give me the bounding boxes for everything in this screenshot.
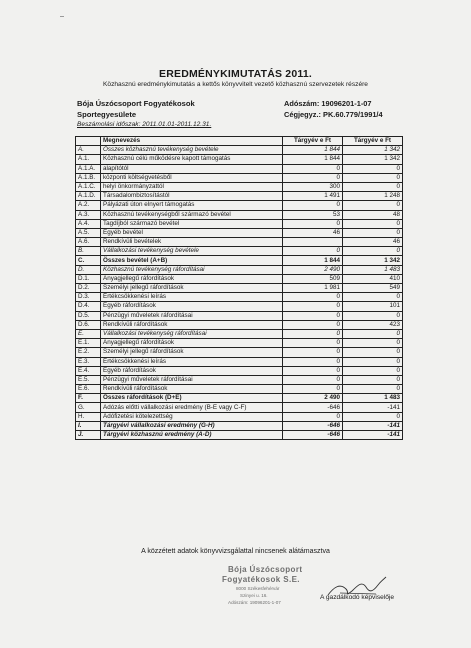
row-name: Egyéb ráfordítások (101, 366, 283, 375)
table-row (76, 357, 403, 366)
row-value-current: 0 (343, 201, 403, 210)
table-row (76, 394, 403, 403)
stamp-line3: 8000 Székesfehérvár (236, 586, 280, 591)
row-code: E.5. (76, 375, 101, 384)
table-row (76, 201, 403, 210)
row-name: Anyagjellegű ráfordítások (101, 339, 283, 348)
row-code: A.1. (76, 155, 101, 164)
row-name: helyi önkormányzattól (101, 182, 283, 191)
row-code: D.2. (76, 284, 101, 293)
row-value-previous: 0 (283, 366, 343, 375)
row-name: Tagdíjból származó bevétel (101, 219, 283, 228)
registration-number: Cégjegyz.: PK.60.779/1991/4 (284, 110, 383, 119)
row-name: Vállalkozási tevékenység ráfordításai (101, 329, 283, 338)
table-row (76, 412, 403, 421)
row-name: Közhasznú tevékenység ráfordításai (101, 265, 283, 274)
row-name: Rendkívüli ráfordítások (101, 385, 283, 394)
row-value-current: 48 (343, 210, 403, 219)
table-row (76, 284, 403, 293)
row-value-current: 0 (343, 164, 403, 173)
row-value-previous: 0 (283, 311, 343, 320)
row-code: G. (76, 403, 101, 412)
table-row (76, 155, 403, 164)
row-value-current: 549 (343, 284, 403, 293)
row-value-current: 0 (343, 228, 403, 237)
row-value-current: 0 (343, 173, 403, 182)
row-value-current: -141 (343, 431, 403, 440)
income-statement-table (75, 136, 403, 440)
row-code: A.1.B. (76, 173, 101, 182)
row-value-previous: 0 (283, 375, 343, 384)
scan-speck (60, 16, 64, 17)
row-value-current: 1 248 (343, 192, 403, 201)
header-name: Megnevezés (101, 137, 283, 146)
row-value-previous: 53 (283, 210, 343, 219)
row-name: Összes bevétel (A+B) (101, 256, 283, 265)
row-value-previous: 509 (283, 274, 343, 283)
row-value-current: 0 (343, 219, 403, 228)
row-name: Pénzügyi műveletek ráfordításai (101, 375, 283, 384)
row-code: F. (76, 394, 101, 403)
row-code: A. (76, 146, 101, 155)
table-row (76, 431, 403, 440)
document-subtitle: Közhasznú eredménykimutatás a kettős könyvvitelt vezető közhasznú szervezetek részére (103, 81, 368, 88)
row-code: D.1. (76, 274, 101, 283)
row-code: A.3. (76, 210, 101, 219)
row-code: E. (76, 329, 101, 338)
row-value-current: 0 (343, 366, 403, 375)
stamp-line4: Szinyei u. 16. (240, 593, 268, 598)
row-name: Közhasznú tevékenységből származó bevétel (101, 210, 283, 219)
row-value-current: 0 (343, 182, 403, 191)
row-value-previous: 0 (283, 219, 343, 228)
table-row (76, 146, 403, 155)
row-value-current: -141 (343, 403, 403, 412)
row-code: I. (76, 421, 101, 430)
row-value-current: 1 483 (343, 265, 403, 274)
row-name: Összes ráfordítások (D+E) (101, 394, 283, 403)
row-code: A.2. (76, 201, 101, 210)
row-code: E.3. (76, 357, 101, 366)
row-code: D. (76, 265, 101, 274)
row-name: Adófizetési kötelezettség (101, 412, 283, 421)
row-value-previous: 0 (283, 302, 343, 311)
table-row (76, 375, 403, 384)
row-name: Vállalkozási tevékenység bevétele (101, 247, 283, 256)
row-value-current: 46 (343, 238, 403, 247)
stamp-line2: Fogyatékosok S.E. (222, 575, 300, 584)
stamp-line1: Bója Úszócsoport (228, 565, 303, 574)
row-name: Adózás előtti vállalkozási eredmény (B-E vagy C-F) (101, 403, 283, 412)
row-value-previous: -646 (283, 421, 343, 430)
row-value-previous: 1 844 (283, 155, 343, 164)
signature-caption: A gazdálkodó képviselője (320, 594, 395, 601)
row-name: Anyagjellegű ráfordítások (101, 274, 283, 283)
row-name: Közhasznú célú működésre kapott támogatás (101, 155, 283, 164)
row-value-previous: 0 (283, 385, 343, 394)
table-row (76, 210, 403, 219)
row-code: B. (76, 247, 101, 256)
row-value-previous: 0 (283, 320, 343, 329)
table-row (76, 385, 403, 394)
table-row (76, 329, 403, 338)
row-code: D.6. (76, 320, 101, 329)
table-row (76, 311, 403, 320)
row-value-current: 0 (343, 247, 403, 256)
row-value-previous: 46 (283, 228, 343, 237)
row-value-previous: 1 844 (283, 146, 343, 155)
row-name: Személyi jellegű ráfordítások (101, 284, 283, 293)
row-code: C. (76, 256, 101, 265)
row-value-previous: -646 (283, 431, 343, 440)
table-row (76, 256, 403, 265)
row-value-current: 0 (343, 412, 403, 421)
header-current-year: Tárgyév e Ft (343, 137, 403, 146)
table-row (76, 421, 403, 430)
header-previous-year: Tárgyév e Ft (283, 137, 343, 146)
row-value-previous: 0 (283, 357, 343, 366)
row-name: Tárgyévi vállalkozási eredmény (G-H) (101, 421, 283, 430)
row-value-previous: 0 (283, 173, 343, 182)
document-title: EREDMÉNYKIMUTATÁS 2011. (159, 68, 312, 80)
row-value-previous: 0 (283, 293, 343, 302)
row-code: E.4. (76, 366, 101, 375)
row-code: D.5. (76, 311, 101, 320)
row-value-current: 0 (343, 357, 403, 366)
row-name: Társadalombiztosítástól (101, 192, 283, 201)
row-name: alapítótól (101, 164, 283, 173)
row-code: E.6. (76, 385, 101, 394)
table-row (76, 293, 403, 302)
row-name: Tárgyévi közhasznú eredmény (A-D) (101, 431, 283, 440)
row-value-previous: 0 (283, 329, 343, 338)
table-row (76, 274, 403, 283)
row-value-previous: 0 (283, 348, 343, 357)
organization-name-line2: Sportegyesülete (77, 110, 137, 119)
row-value-current: 1 342 (343, 146, 403, 155)
row-code: D.3. (76, 293, 101, 302)
row-value-previous: 2 490 (283, 394, 343, 403)
tax-id: Adószám: 19096201-1-07 (284, 99, 372, 108)
table-row (76, 366, 403, 375)
row-value-previous: 300 (283, 182, 343, 191)
table-row (76, 192, 403, 201)
row-code: E.1. (76, 339, 101, 348)
row-code: A.6. (76, 238, 101, 247)
table-row (76, 219, 403, 228)
row-value-current: 0 (343, 385, 403, 394)
row-name: Személyi jellegű ráfordítások (101, 348, 283, 357)
row-value-current: 0 (343, 375, 403, 384)
row-value-previous: 0 (283, 164, 343, 173)
row-name: Rendkívüli bevételek (101, 238, 283, 247)
table-header-row (76, 137, 403, 146)
row-value-previous: 0 (283, 339, 343, 348)
row-value-previous: 0 (283, 201, 343, 210)
row-value-previous: 2 490 (283, 265, 343, 274)
table-row (76, 238, 403, 247)
table-row (76, 182, 403, 191)
row-value-previous: -646 (283, 403, 343, 412)
row-code: A.1.C. (76, 182, 101, 191)
table-row (76, 320, 403, 329)
row-name: Pénzügyi műveletek ráfordításai (101, 311, 283, 320)
row-value-previous: 1 844 (283, 256, 343, 265)
row-value-previous (283, 238, 343, 247)
table-row (76, 348, 403, 357)
row-code: H. (76, 412, 101, 421)
row-value-current: 410 (343, 274, 403, 283)
row-code: E.2. (76, 348, 101, 357)
row-value-current: 0 (343, 339, 403, 348)
row-code: A.5. (76, 228, 101, 237)
row-value-previous: 0 (283, 412, 343, 421)
audit-note: A közzétett adatok könyvvizsgálattal nincsenek alátámasztva (141, 548, 330, 555)
row-value-current: 1 342 (343, 155, 403, 164)
row-value-current: 0 (343, 329, 403, 338)
row-value-current: 0 (343, 348, 403, 357)
reporting-period: Beszámolási időszak: 2011.01.01-2011.12.31. (77, 121, 212, 128)
row-value-current: 101 (343, 302, 403, 311)
row-code: D.4. (76, 302, 101, 311)
stamp-line5: Adószám: 19096201-1-07 (228, 600, 281, 605)
table-row (76, 265, 403, 274)
organization-stamp (222, 565, 314, 609)
row-value-current: 0 (343, 311, 403, 320)
row-code: A.1.D. (76, 192, 101, 201)
row-value-current: -141 (343, 421, 403, 430)
row-name: központi költségvetésből (101, 173, 283, 182)
table-row (76, 247, 403, 256)
row-name: Egyéb ráfordítások (101, 302, 283, 311)
table-body (76, 146, 403, 440)
row-value-previous: 0 (283, 247, 343, 256)
row-value-current: 0 (343, 293, 403, 302)
table-row (76, 173, 403, 182)
row-value-current: 1 483 (343, 394, 403, 403)
row-value-previous: 1 491 (283, 192, 343, 201)
row-code: J. (76, 431, 101, 440)
row-value-previous: 1 981 (283, 284, 343, 293)
table-row (76, 339, 403, 348)
row-name: Értékcsökkenési leírás (101, 293, 283, 302)
organization-name-line1: Bója Úszócsoport Fogyatékosok (77, 99, 195, 108)
table-row (76, 164, 403, 173)
row-value-current: 1 342 (343, 256, 403, 265)
row-value-current: 423 (343, 320, 403, 329)
row-name: Egyéb bevétel (101, 228, 283, 237)
row-name: Pályázati úton elnyert támogatás (101, 201, 283, 210)
table-row (76, 403, 403, 412)
table-row (76, 302, 403, 311)
row-name: Értékcsökkenési leírás (101, 357, 283, 366)
row-code: A.4. (76, 219, 101, 228)
row-name: Összes közhasznú tevékenység bevétele (101, 146, 283, 155)
row-code: A.1.A. (76, 164, 101, 173)
row-name: Rendkívüli ráfordítások (101, 320, 283, 329)
header-code (76, 137, 101, 146)
table-row (76, 228, 403, 237)
